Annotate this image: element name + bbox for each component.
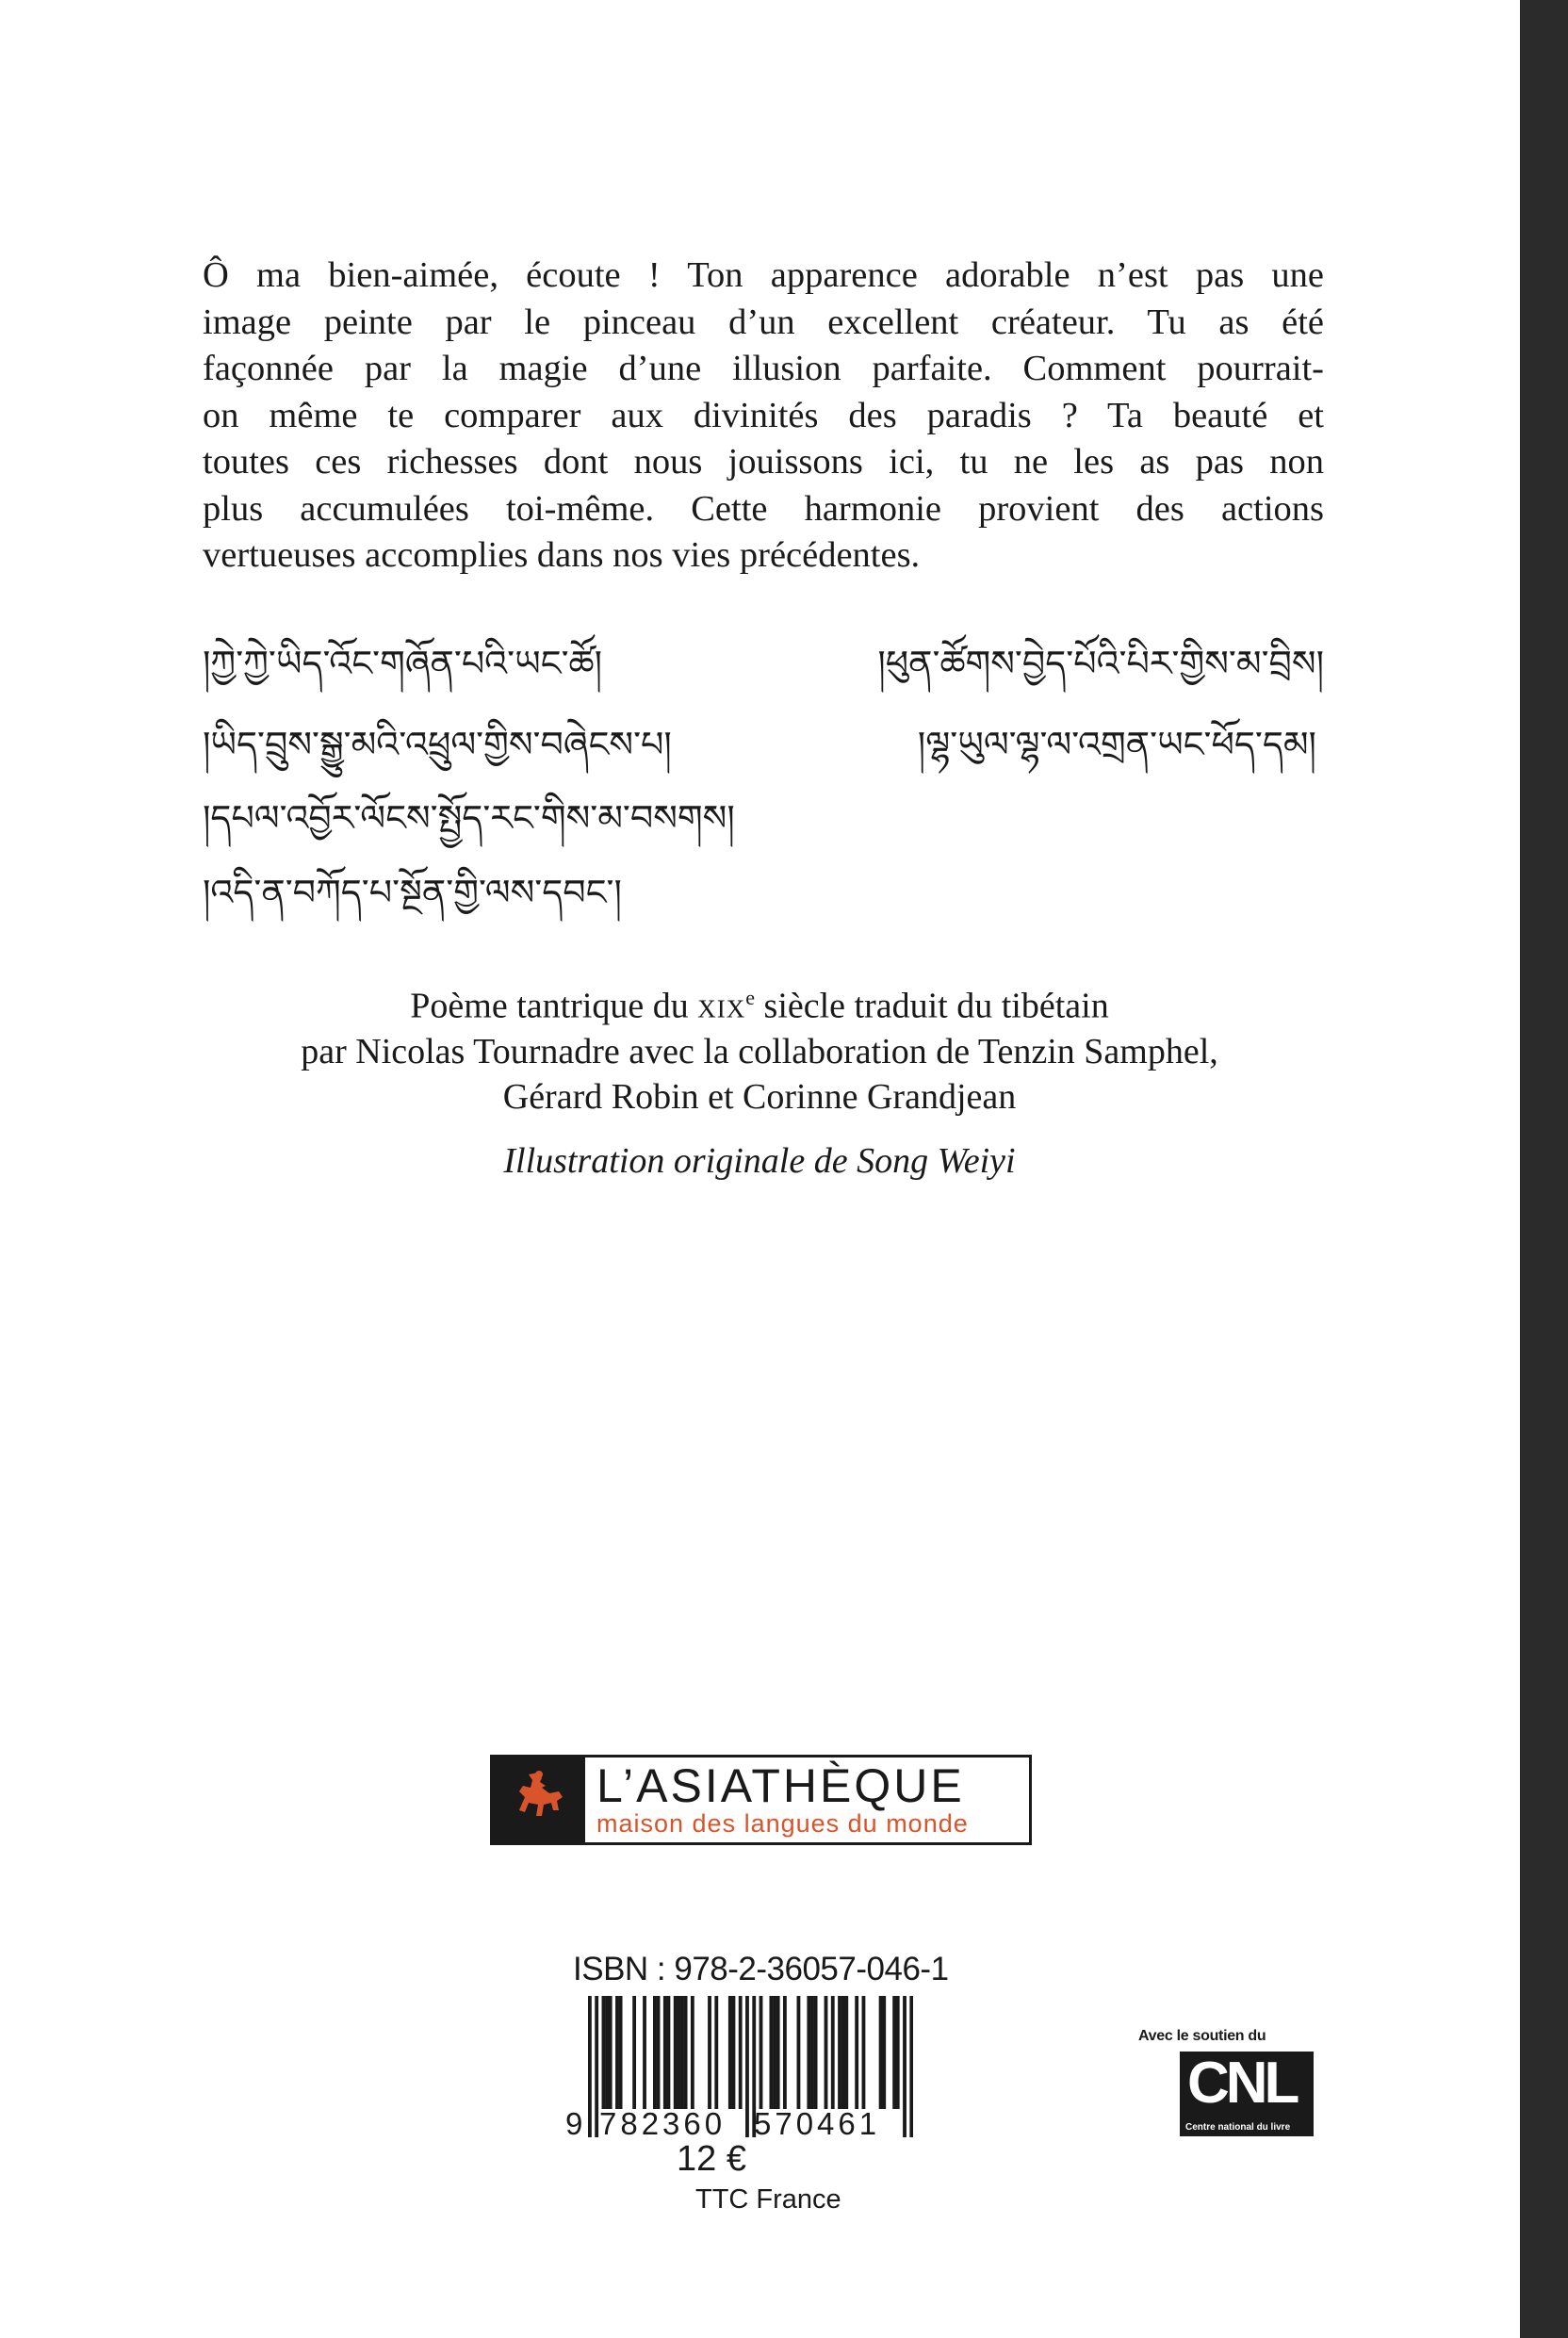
barcode-bar bbox=[745, 1996, 749, 2137]
passage-line: image peinte par le pinceau d’un excellent créateur. Tu as été bbox=[203, 302, 1324, 342]
barcode-digits-right: 570461 bbox=[754, 2106, 881, 2141]
barcode-bar bbox=[653, 1996, 657, 2109]
barcode-bar bbox=[760, 1996, 763, 2109]
passage-line: toutes ces richesses dont nous jouissons ici, tu ne les as pas non bbox=[203, 442, 1324, 482]
tibetan-half-line: །ཡིད་བྲུས་སྒྱུ་མའི་འཕྲུལ་གྱིས་བཞེངས་པ། bbox=[203, 724, 672, 765]
tibetan-half-line: །ཕུན་ཚོགས་བྱེད་པོའི་པིར་གྱིས་མ་བྲིས། bbox=[877, 643, 1324, 684]
barcode-bar bbox=[714, 1996, 718, 2109]
tibetan-verse-line-4: །འདི་ན་བཀོད་པ་སྔོན་གྱི་ལས་དབང་། bbox=[203, 872, 622, 913]
century-superscript: e bbox=[745, 986, 756, 1009]
barcode-bar bbox=[769, 1996, 773, 2109]
publisher-logo bbox=[490, 1755, 1032, 1845]
barcode-bar bbox=[609, 1996, 612, 2109]
credits-line-3: Gérard Robin et Corinne Grandjean bbox=[502, 1076, 1017, 1117]
passage-line: on même te comparer aux divinités des paradis ? Ta beauté et bbox=[203, 395, 1324, 435]
barcode-bar bbox=[708, 1996, 711, 2109]
barcode-bar bbox=[739, 1996, 743, 2109]
barcode-bar bbox=[810, 1996, 814, 2109]
translation-credits bbox=[0, 975, 1519, 1120]
distributor-label: TTC France bbox=[695, 2184, 841, 2215]
cnl-tagline: Centre national du livre bbox=[1185, 2122, 1291, 2133]
barcode-bar bbox=[615, 1996, 619, 2109]
book-spine-edge bbox=[1520, 0, 1568, 2338]
barcode-bar bbox=[844, 1996, 848, 2109]
barcode-bar bbox=[663, 1996, 667, 2109]
cnl-letters: CNL bbox=[1187, 2051, 1297, 2116]
credits-line-2: par Nicolas Tournadre avec la collaboration de Tenzin Samphel, bbox=[301, 1031, 1218, 1071]
barcode-bar bbox=[825, 1996, 828, 2109]
barcode-bar bbox=[657, 1996, 661, 2109]
barcode-bar bbox=[892, 1996, 896, 2109]
barcode-bar bbox=[862, 1996, 866, 2109]
barcode-bar bbox=[643, 1996, 646, 2109]
barcode-bar bbox=[838, 1996, 841, 2109]
publisher-logo-text bbox=[585, 1758, 1029, 1842]
cnl-logo bbox=[1180, 2052, 1314, 2136]
tibetan-half-line: །ཀྱེ་ཀྱེ་ཡིད་འོང་གཞོན་པའི་ཡང་ཚོ། bbox=[203, 643, 603, 684]
barcode-bar bbox=[677, 1996, 680, 2109]
credits-line-1: Poème tantrique du xix$^e$ siècle traduit du tibétain bbox=[410, 986, 1109, 1026]
barcode-bar bbox=[605, 1996, 609, 2109]
barcode-bar bbox=[841, 1996, 845, 2109]
barcode-bar bbox=[831, 1996, 835, 2109]
barcode-bar bbox=[602, 1996, 606, 2109]
barcode-bar bbox=[595, 1996, 598, 2137]
barcode-digit-lead: 9 bbox=[565, 2106, 587, 2141]
barcode-bar bbox=[691, 1996, 694, 2109]
passage-line: plus accumulées toi-même. Cette harmonie provient des actions bbox=[203, 488, 1324, 529]
barcode-bar bbox=[797, 1996, 801, 2109]
barcode-bar bbox=[814, 1996, 818, 2109]
passage-line: façonnée par la magie d’une illusion parfaite. Comment pourrait- bbox=[203, 349, 1324, 388]
tibetan-half-line: །ལྷ་ཡུལ་ལྷ་ལ་འགྲན་ཡང་ཕོད་དམ། bbox=[917, 724, 1316, 765]
back-cover-passage bbox=[203, 253, 1324, 580]
barcode-bar bbox=[684, 1996, 688, 2109]
cnl-support-caption: Avec le soutien du bbox=[1138, 2028, 1266, 2044]
barcode-bar bbox=[632, 1996, 636, 2109]
century-numeral: xix bbox=[697, 986, 746, 1026]
barcode-bar bbox=[773, 1996, 776, 2109]
barcode-digits-left: 782360 bbox=[599, 2106, 727, 2141]
barcode-bar bbox=[588, 1996, 592, 2137]
price: 12 € bbox=[677, 2139, 746, 2179]
isbn-label: ISBN : 978-2-36057-046-1 bbox=[573, 1951, 949, 1987]
barcode-bar bbox=[728, 1996, 732, 2109]
barcode-bar bbox=[896, 1996, 900, 2109]
barcode-bar bbox=[855, 1996, 858, 2109]
passage-line: Ô ma bien-aimée, écoute ! Ton apparence adorable n’est pas une bbox=[203, 255, 1324, 295]
horse-rider-icon bbox=[493, 1758, 585, 1842]
barcode-bar bbox=[674, 1996, 678, 2109]
barcode-bar bbox=[879, 1996, 883, 2109]
barcode-bar bbox=[783, 1996, 787, 2109]
passage-line: vertueuses accomplies dans nos vies précédentes. bbox=[203, 535, 921, 575]
illustration-credit: Illustration originale de Song Weiyi bbox=[503, 1141, 1016, 1181]
publisher-tagline: maison des langues du monde bbox=[596, 1809, 969, 1838]
barcode-bar bbox=[732, 1996, 736, 2109]
publisher-name: L’ASIATHÈQUE bbox=[596, 1759, 965, 1812]
barcode-bar bbox=[807, 1996, 810, 2109]
barcode-bar bbox=[619, 1996, 623, 2109]
barcode-bar bbox=[680, 1996, 684, 2109]
barcode-bar bbox=[882, 1996, 886, 2109]
barcode-bar bbox=[776, 1996, 780, 2109]
barcode-bar bbox=[903, 1996, 906, 2137]
tibetan-verse-line-3: །དཔལ་འབྱོར་ལོངས་སྤྱོད་རང་གིས་མ་བསགས། bbox=[203, 797, 735, 839]
barcode-bar bbox=[667, 1996, 671, 2109]
barcode-bar bbox=[909, 1996, 913, 2137]
